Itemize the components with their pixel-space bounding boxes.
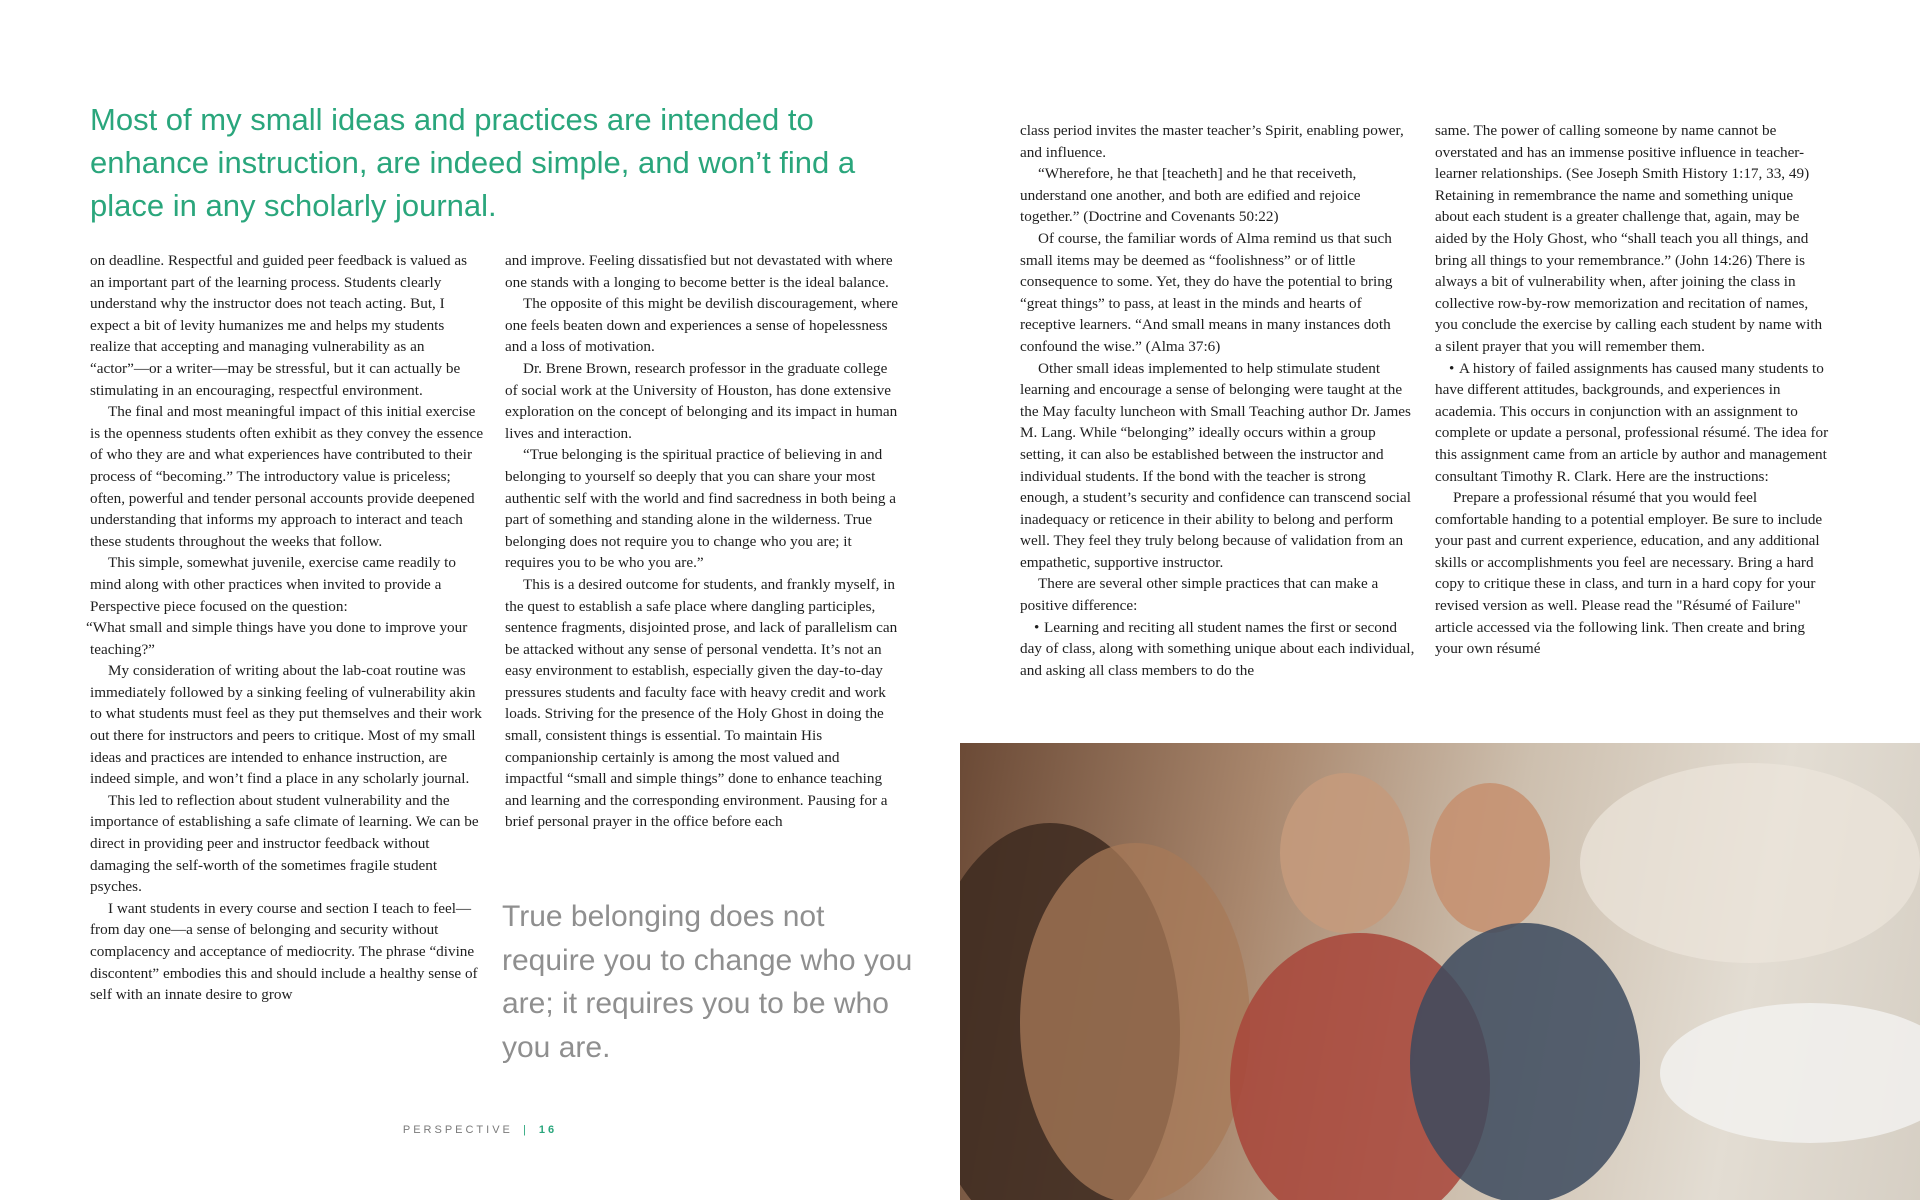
- pull-quote-secondary: True belonging does not require you to change who you are; it requires you to be who you are.: [502, 900, 913, 1064]
- paragraph: The opposite of this might be devilish discouragement, where one feels beaten down and experiences a sense of hopelessness and a loss of motivation.: [505, 295, 898, 356]
- dark-shirt: [1410, 923, 1640, 1200]
- paragraph: This led to reflection about student vulnerability and the importance of establishing a safe climate of learning. We can be direct in providing peer and instructor feedback without damaging the self-worth of the sometimes fragile student psyches.: [90, 791, 479, 896]
- paragraph-quote: “Wherefore, he that [teacheth] and he that receiveth, understand one another, and both are edified and rejoice together.” (Doctrine and Covenants 50:22): [1020, 165, 1361, 226]
- bullet-text: Learning and reciting all student names the first or second day of class, along with something unique about each individual, and asking all class members to do the: [1020, 618, 1415, 679]
- bright-background: [1580, 763, 1920, 963]
- text-column-2: [505, 250, 900, 833]
- desk-paper: [1660, 1003, 1920, 1143]
- pull-quote-heading: Most of my small ideas and practices are intended to enhance instruction, are indeed simple, and won’t find a place in any scholarly journal.: [90, 102, 856, 223]
- paragraph: Prepare a professional résumé that you would feel comfortable handing to a potential employer. Be sure to include your past and current experience, education, and any additional skills or accomplishments you feel are necessary. Bring a hard copy to critique these in class, and turn in a hard copy for your revised version as well. Please read the "Résumé of Failure" article accessed via the following link. Then create and bring your own résumé: [1435, 489, 1823, 658]
- paragraph: Of course, the familiar words of Alma remind us that such small items may be deemed as “foolishness” or of little consequence to some. Yet, they do have the potential to bring “great things” to pass, at least in the minds and hearts of receptive learners. “And small means in many instances doth confound the wise.” (Alma 37:6): [1020, 229, 1393, 355]
- paragraph-quote: “What small and simple things have you done to improve your teaching?”: [86, 619, 468, 658]
- bullet-item: [1435, 358, 1830, 488]
- paragraph: This is a desired outcome for students, and frankly myself, in the quest to establish a safe place where dangling participles, sentence fragments, disjointed prose, and lack of parallelism can be attacked without any sense of personal vendetta. It’s not an easy environment to establish, especially given the day-to-day pressures students and faculty face with heavy credit and work loads. Striving for the presence of the Holy Ghost in doing the small, consistent things is essential. To maintain His companionship certainly is among the most valued and impactful “small and simple things” done to enhance teaching and learning and the corresponding environment. Pausing for a brief personal prayer in the office before each: [505, 575, 898, 831]
- paragraph: class period invites the master teacher’s Spirit, enabling power, and influence.: [1020, 122, 1404, 161]
- page-footer: [0, 1124, 960, 1136]
- paragraph: This simple, somewhat juvenile, exercise came readily to mind along with other practices when invited to provide a Perspective piece focused on the question:: [90, 554, 456, 615]
- text-column-1: [86, 250, 485, 1006]
- student-face-2: [1430, 783, 1550, 933]
- text-column-4: [1435, 120, 1830, 660]
- bullet-icon: •: [1034, 618, 1040, 636]
- paragraph: and improve. Feeling dissatisfied but not devastated with where one stands with a longing to become better is the ideal balance.: [505, 252, 893, 291]
- blurred-student-hair: [1020, 843, 1250, 1200]
- footer-separator: |: [522, 1124, 529, 1136]
- paragraph: There are several other simple practices that can make a positive difference:: [1020, 575, 1379, 615]
- paragraph-quote: “True belonging is the spiritual practice of believing in and belonging to yourself so deeply that you can share your most authentic self with the world and find sacredness in both being a part of something and standing alone in the wilderness. True belonging does not require you to change who you are; it requires you to be who you are.”: [505, 446, 896, 572]
- paragraph: Other small ideas implemented to help stimulate student learning and encourage a sense of belonging were taught at the the May faculty luncheon with Small Teaching author Dr. James M. Lang. While “belonging” ideally occurs within a group setting, it can also be established between the instructor and individual students. If the bond with the teacher is strong enough, a student’s security and confidence can transcend social inadequacy or reticence in their ability to belong and perform well. They feel they truly belong because of validation from an empathetic, supportive instructor.: [1020, 359, 1411, 571]
- paragraph: same. The power of calling someone by name cannot be overstated and has an immense positive influence in teacher-learner relationships. (See Joseph Smith History 1:17, 33, 49) Retaining in remembrance the name and something unique about each student is a greater challenge that, again, may be aided by the Holy Ghost, who “shall teach you all things, and bring all things to your remembrance.” (John 14:26) There is always a bit of vulnerability when, after joining the class in collective row-by-row memorization and recitation of names, you conclude the exercise by calling each student by name with a silent prayer that you will remember them.: [1435, 122, 1823, 355]
- page-number: 16: [538, 1124, 558, 1136]
- paragraph: The final and most meaningful impact of this initial exercise is the openness students often exhibit as they convey the essence of who they are and what experiences have contributed to their process of “becoming.” The introductory value is priceless; often, powerful and tender personal accounts provide deepened understanding that informs my approach to interact and teach these students throughout the weeks that follow.: [90, 403, 484, 550]
- student-face: [1280, 773, 1410, 933]
- bullet-text: A history of failed assignments has caused many students to have different attitudes, backgrounds, and experiences in academia. This occurs in conjunction with an assignment to complete or update a personal, professional résumé. The idea for this assignment came from an article by author and management consultant Timothy R. Clark. Here are the instructions:: [1435, 359, 1829, 485]
- bullet-icon: •: [1449, 359, 1455, 377]
- paragraph: My consideration of writing about the lab-coat routine was immediately followed by a sinking feeling of vulnerability akin to what students must feel as they put themselves and their work out there for instructors and peers to critique. Most of my small ideas and practices are intended to enhance instruction, are indeed simple, and won’t find a place in any scholarly journal.: [90, 662, 482, 788]
- paragraph: Dr. Brene Brown, research professor in the graduate college of social work at the University of Houston, has done extensive exploration on the concept of belonging and its impact in human lives and interaction.: [505, 359, 898, 442]
- bullet-item: [1020, 617, 1415, 682]
- classroom-photo: [960, 743, 1920, 1200]
- paragraph: I want students in every course and section I teach to feel—from day one—a sense of belonging and security without complacency and acceptance of mediocrity. The phrase “divine discontent” embodies this and should include a healthy sense of self with an innate desire to grow: [90, 899, 478, 1004]
- paragraph: on deadline. Respectful and guided peer feedback is valued as an important part of the learning process. Students clearly understand why the instructor does not teach acting. But, I expect a bit of levity humanizes me and helps my students realize that accepting and managing vulnerability as an “actor”—or a writer—may be stressful, but it can actually be stimulating in an encouraging, respectful environment.: [90, 252, 468, 399]
- text-column-3: [1020, 120, 1415, 681]
- publication-name: PERSPECTIVE: [402, 1124, 513, 1136]
